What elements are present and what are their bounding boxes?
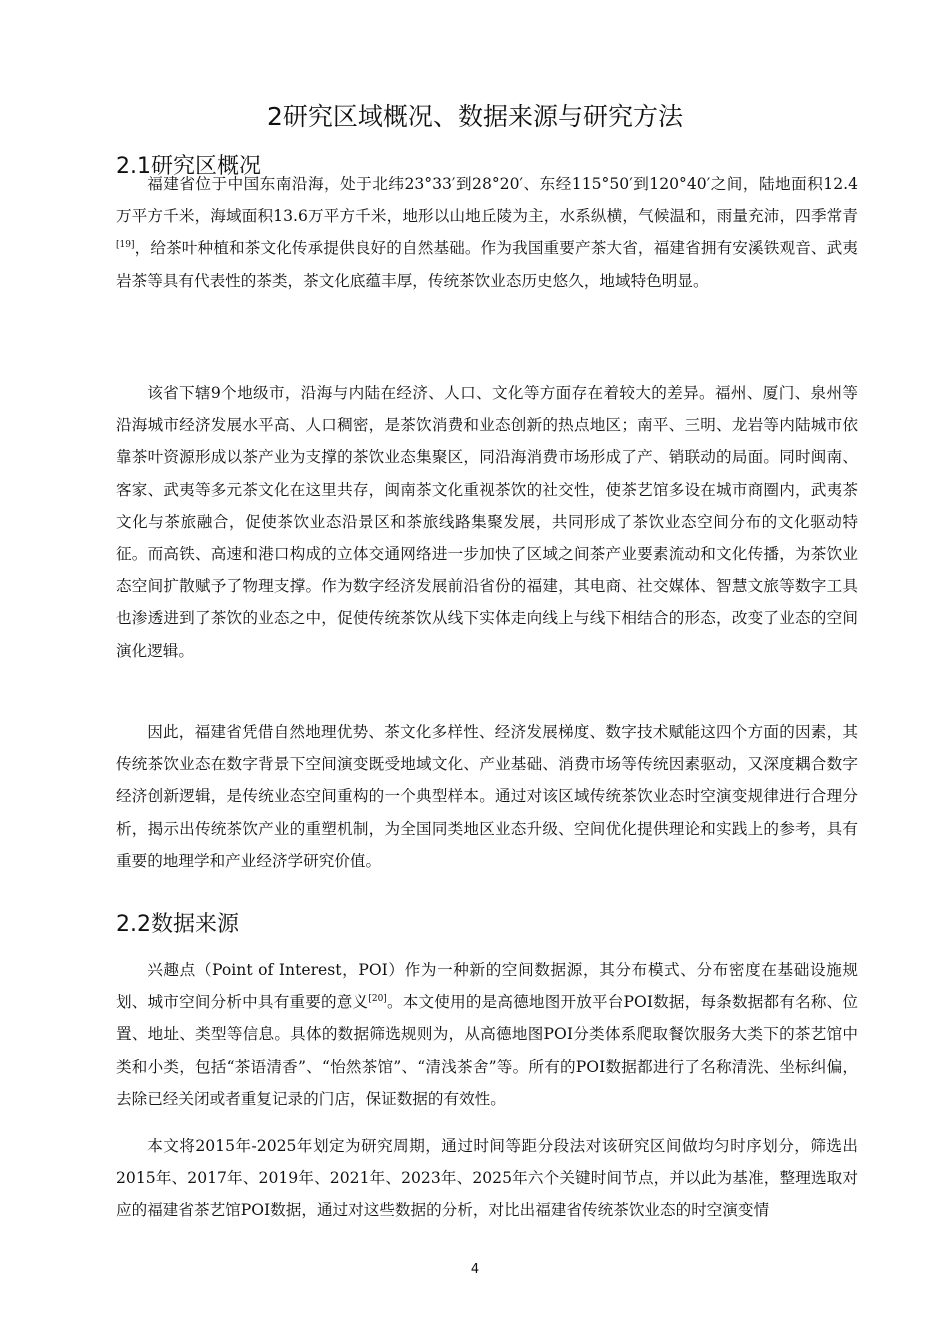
- paragraph-text: 兴趣点（Point of Interest，POI）作为一种新的空间数据源，其分布模式、分布密度在基础设施规划、城市空间分析中具有重要的意义: [116, 961, 858, 1012]
- citation-marker: [20]: [368, 994, 387, 1005]
- section-heading-2-1: 2.1研究区概况: [116, 154, 261, 179]
- citation-marker: [19]: [116, 240, 135, 251]
- page-number: 4: [470, 1262, 480, 1277]
- page-title: 2研究区域概况、数据来源与研究方法: [267, 102, 683, 131]
- paragraph-study-period: 本文将2015年-2025年划定为研究周期，通过时间等距分段法对该研究区间做均匀时序划分，筛选出2015年、2017年、2019年、2021年、2023年、2025年六个关键时间节点，并以此为基准，整理选取对应的福建省茶艺馆POI数据，通过对这些数据的分析，对比出福建省传统茶饮业态的时空演变情: [116, 1137, 858, 1220]
- paragraph-text: 。本文使用的是高德地图开放平台POI数据，每条数据都有名称、位置、地址、类型等信息。具体的数据筛选规则为，从高德地图POI分类体系爬取餐饮服务大类下的茶艺馆中类和小类，包括“茶语清香”、“怡然茶馆”、“清浅茶舍”等。所有的POI数据都进行了名称清洗、坐标纠偏，去除已经关闭或者重复记录的门店，保证数据的有效性。: [116, 993, 858, 1108]
- paragraph-poi-data: [116, 954, 858, 1115]
- paragraph-regional-differences: 该省下辖9个地级市，沿海与内陆在经济、人口、文化等方面存在着较大的差异。福州、厦门、泉州等沿海城市经济发展水平高、人口稠密，是茶饮消费和业态创新的热点地区；南平、三明、龙岩等内陆城市依靠茶叶资源形成以茶产业为支撑的茶饮业态集聚区，同沿海消费市场形成了产、销联动的局面。同时闽南、客家、武夷等多元茶文化在这里共存，闽南茶文化重视茶饮的社交性，使茶艺馆多设在城市商圈内，武夷茶文化与茶旅融合，促使茶饮业态沿景区和茶旅线路集聚发展，共同形成了茶饮业态空间分布的文化驱动特征。而高铁、高速和港口构成的立体交通网络进一步加快了区域之间茶产业要素流动和文化传播，为茶饮业态空间扩散赋予了物理支撑。作为数字经济发展前沿省份的福建，其电商、社交媒体、智慧文旅等数字工具也渗透进到了茶饮的业态之中，促使传统茶饮从线下实体走向线上与线下相结合的形态，改变了业态的空间演化逻辑。: [116, 384, 858, 660]
- paragraph-geography: [116, 168, 858, 297]
- paragraph-conclusion: 因此，福建省凭借自然地理优势、茶文化多样性、经济发展梯度、数字技术赋能这四个方面的因素，其传统茶饮业态在数字背景下空间演变既受地域文化、产业基础、消费市场等传统因素驱动，又深度耦合数字经济创新逻辑，是传统业态空间重构的一个典型样本。通过对该区域传统茶饮业态时空演变规律进行合理分析，揭示出传统茶饮产业的重塑机制，为全国同类地区业态升级、空间优化提供理论和实践上的参考，具有重要的地理学和产业经济学研究价值。: [116, 723, 858, 870]
- section-heading-2-2: 2.2数据来源: [116, 912, 239, 937]
- paragraph-text: 福建省位于中国东南沿海，处于北纬23°33′到28°20′、东经115°50′到120°40′之间，陆地面积12.4万平方千米，海域面积13.6万平方千米，地形以山地丘陵为主，水系纵横，气候温和，雨量充沛，四季常青: [116, 175, 858, 226]
- paragraph-text: ，给茶叶种植和茶文化传承提供良好的自然基础。作为我国重要产茶大省，福建省拥有安溪铁观音、武夷岩茶等具有代表性的茶类，茶文化底蕴丰厚，传统茶饮业态历史悠久，地域特色明显。: [116, 239, 858, 290]
